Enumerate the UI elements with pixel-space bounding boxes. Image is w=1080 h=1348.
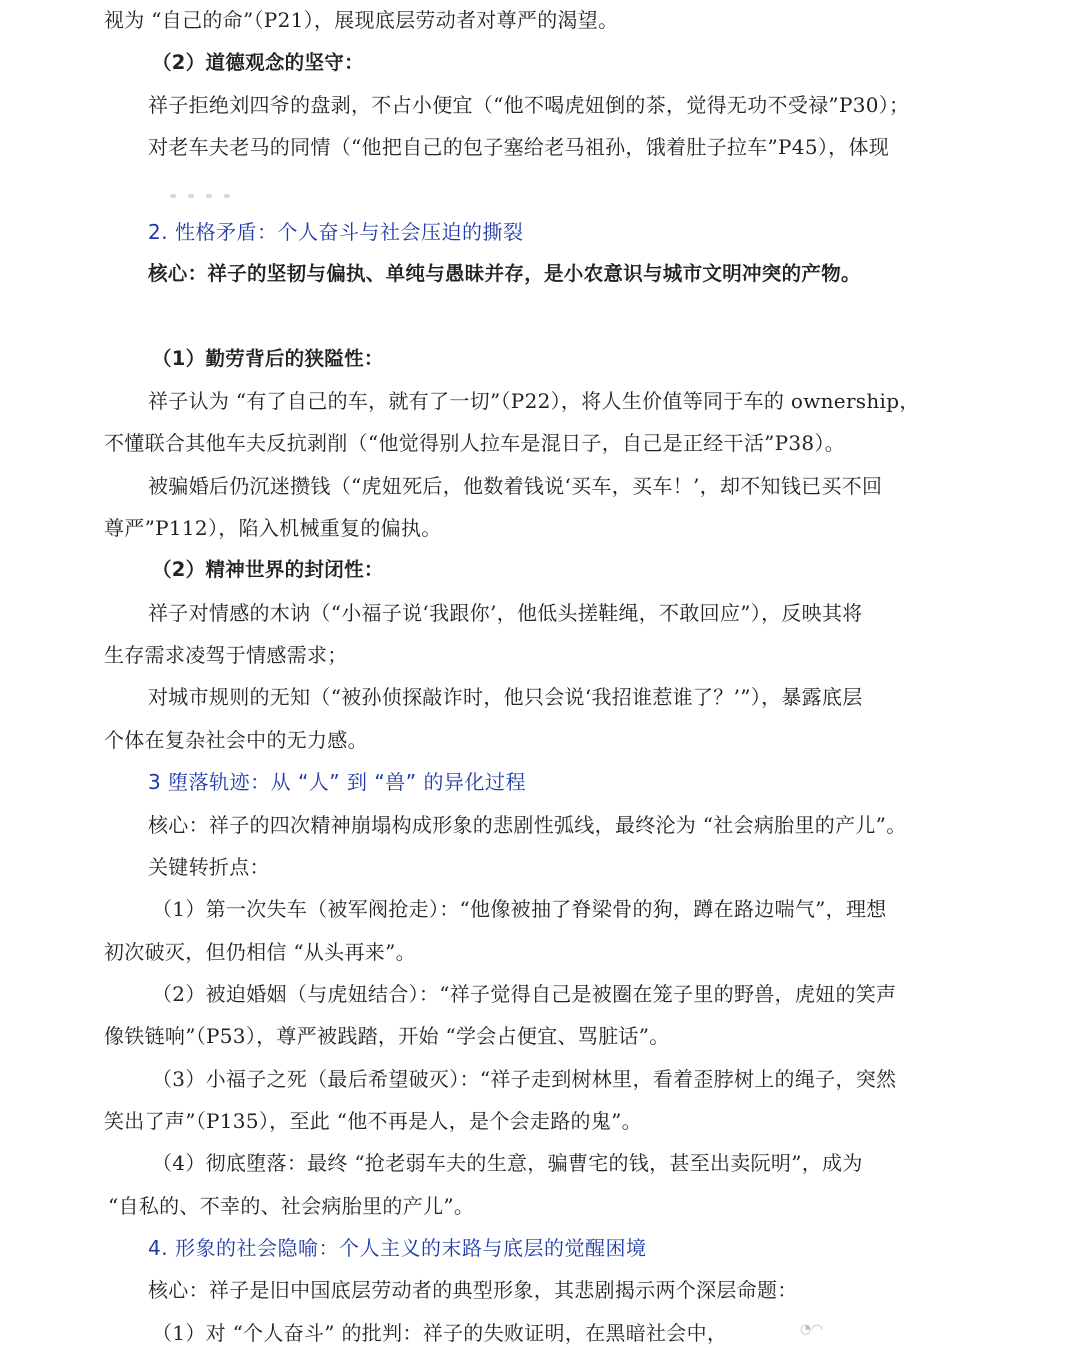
core-statement: 核心：祥子的坚韧与偏执、单纯与愚昧并存，是小农意识与城市文明冲突的产物。 — [148, 262, 861, 285]
watermark-icon: ◔◠ — [800, 1322, 823, 1337]
text-line: 个体在复杂社会中的无力感。 — [104, 728, 368, 752]
subheading: （1）勤劳背后的狭隘性： — [152, 347, 384, 370]
text-line: 生存需求凌驾于情感需求； — [104, 643, 348, 667]
faint-artifact — [170, 183, 250, 195]
text-line: 笑出了声”（P135），至此 “他不再是人，是个会走路的鬼”。 — [104, 1109, 642, 1133]
section-heading: 2. 性格矛盾：个人奋斗与社会压迫的撕裂 — [148, 220, 524, 244]
text-line: 祥子拒绝刘四爷的盘剥，不占小便宜（“他不喝虎妞倒的茶，觉得无功不受禄”P30）； — [148, 93, 910, 117]
text-line: 对老车夫老马的同情（“他把自己的包子塞给老马祖孙，饿着肚子拉车”P45），体现 — [148, 135, 890, 159]
text-line: （3）小福子之死（最后希望破灭）：“祥子走到树林里，看着歪脖树上的绳子，突然 — [152, 1067, 897, 1091]
core-statement: 核心：祥子是旧中国底层劳动者的典型形象，其悲剧揭示两个深层命题： — [148, 1278, 798, 1302]
text-line: 对城市规则的无知（“被孙侦探敲诈时，他只会说‘我招谁惹谁了？’”），暴露底层 — [148, 685, 863, 709]
text-line: “自私的、不幸的、社会病胎里的产儿”。 — [108, 1194, 475, 1218]
text-line: 祥子认为 “有了自己的车，就有了一切”（P22），将人生价值等同于车的 ownership， — [148, 389, 920, 413]
subheading: （2）精神世界的封闭性： — [152, 558, 384, 581]
text-line: （1）第一次失车（被军阀抢走）：“他像被抽了脊梁骨的狗，蹲在路边喘气”，理想 — [152, 897, 887, 921]
section-heading: 4. 形象的社会隐喻：个人主义的末路与底层的觉醒困境 — [148, 1236, 647, 1260]
text-line: 祥子对情感的木讷（“小福子说‘我跟你’，他低头搓鞋绳，不敢回应”），反映其将 — [148, 601, 863, 625]
text-line: 视为 “自己的命”（P21），展现底层劳动者对尊严的渴望。 — [104, 8, 619, 32]
text-line: （4）彻底堕落：最终 “抢老弱车夫的生意，骗曹宅的钱，甚至出卖阮明”，成为 — [152, 1151, 863, 1175]
text-line: 初次破灭，但仍相信 “从头再来”。 — [104, 940, 416, 964]
text-line: 不懂联合其他车夫反抗剥削（“他觉得别人拉车是混日子，自己是正经干活”P38）。 — [104, 431, 846, 455]
text-line: （2）被迫婚姻（与虎妞结合）：“祥子觉得自己是被圈在笼子里的野兽，虎妞的笑声 — [152, 982, 897, 1006]
text-line: 像铁链响”（P53），尊严被践踏，开始 “学会占便宜、骂脏话”。 — [104, 1024, 670, 1048]
section-heading: 3 堕落轨迹：从 “人” 到 “兽” 的异化过程 — [148, 770, 526, 794]
text-line: （1）对 “个人奋斗” 的批判：祥子的失败证明，在黑暗社会中， — [152, 1321, 728, 1345]
text-line: 被骗婚后仍沉迷攒钱（“虎妞死后，他数着钱说‘买车，买车！’，却不知钱已买不回 — [148, 474, 883, 498]
subheading: （2）道德观念的坚守： — [152, 51, 364, 74]
text-line: 关键转折点： — [148, 855, 270, 879]
text-line: 尊严”P112），陷入机械重复的偏执。 — [104, 516, 442, 540]
core-statement: 核心：祥子的四次精神崩塌构成形象的悲剧性弧线，最终沦为 “社会病胎里的产儿”。 — [148, 813, 907, 837]
